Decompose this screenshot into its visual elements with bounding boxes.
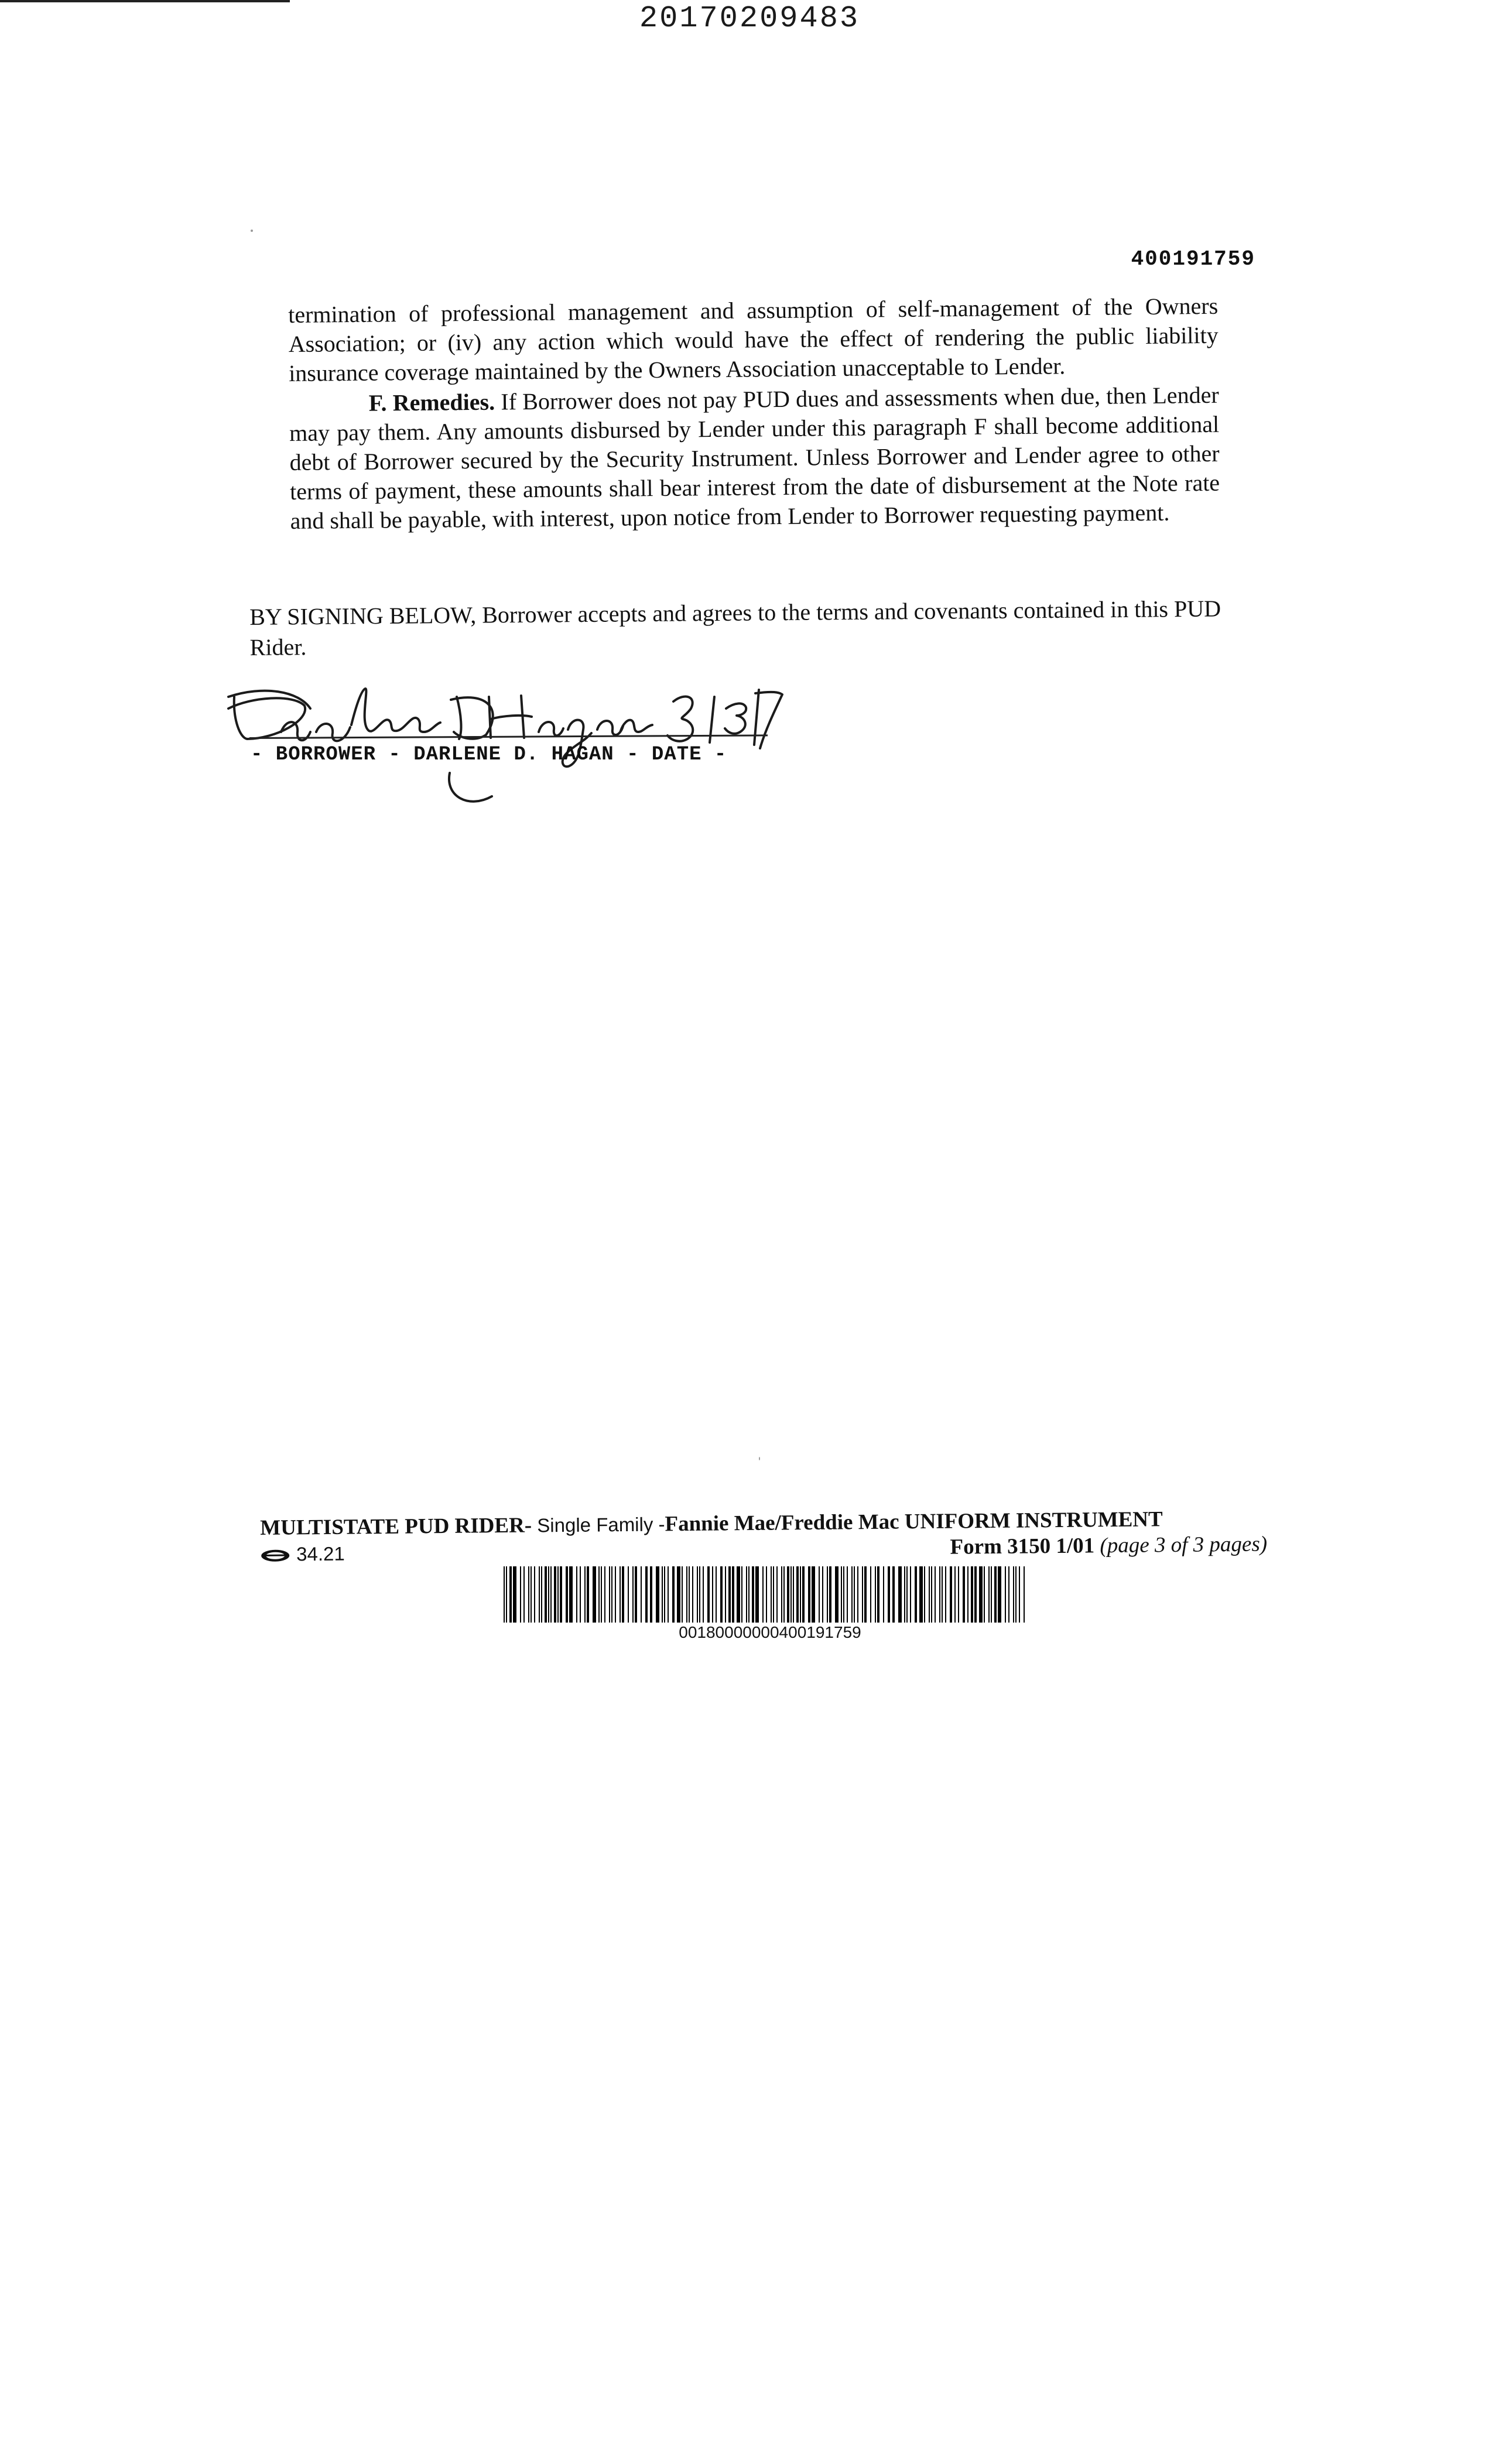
loan-number: 400191759 [1131, 247, 1255, 271]
barcode-bar [566, 1566, 568, 1623]
barcode-bar [766, 1566, 767, 1623]
barcode-bar [967, 1566, 968, 1623]
barcode-bar [548, 1566, 549, 1623]
form-info [950, 1531, 1267, 1559]
form-title-part-2: Single Family - [531, 1513, 665, 1536]
barcode-bar [877, 1566, 879, 1623]
barcode-bar [808, 1566, 810, 1623]
barcode-bar [963, 1566, 965, 1623]
barcode-bar [668, 1566, 669, 1623]
barcode-bar [523, 1566, 525, 1623]
barcode-bar [819, 1566, 820, 1623]
barcode-bar [1019, 1566, 1020, 1623]
scan-speck [251, 230, 253, 232]
barcode-bar [862, 1566, 863, 1623]
barcode-bar [827, 1566, 828, 1623]
barcode-bar [929, 1566, 930, 1623]
barcode-bar [755, 1566, 759, 1623]
barcode-bar [822, 1566, 823, 1623]
barcode-bar [875, 1566, 876, 1623]
barcode-bar [1015, 1566, 1017, 1623]
barcode-bar [632, 1566, 634, 1623]
barcode-bar [1005, 1566, 1006, 1623]
barcode-bar [620, 1566, 621, 1623]
barcode-bar [931, 1566, 932, 1623]
barcode-bar [615, 1566, 616, 1623]
barcode-bar [528, 1566, 529, 1623]
barcode-bar [790, 1566, 792, 1623]
scan-speck [759, 1457, 760, 1460]
barcode-bar [534, 1566, 535, 1623]
barcode-bar [748, 1566, 750, 1623]
barcode-bar [650, 1566, 652, 1623]
barcode-bar [628, 1566, 629, 1623]
barcode-bar [560, 1566, 562, 1623]
barcode-bar [854, 1566, 855, 1623]
barcode-bar [672, 1566, 675, 1623]
barcode-bar [601, 1566, 602, 1623]
barcode-bar [802, 1566, 805, 1623]
barcode-bar [787, 1566, 789, 1623]
form-version-number: 34.21 [296, 1542, 345, 1565]
signature-caption: - BORROWER - DARLENE D. HAGAN - DATE - [251, 744, 727, 766]
barcode-bar [888, 1566, 890, 1623]
barcode-bar [580, 1566, 581, 1623]
barcode-bar [677, 1566, 680, 1623]
barcode-bar [609, 1566, 610, 1623]
barcode-bar [870, 1566, 871, 1623]
barcode-bar [924, 1566, 925, 1623]
barcode-bar [864, 1566, 867, 1623]
barcode-bar [939, 1566, 940, 1623]
barcode-bar [915, 1566, 917, 1623]
barcode-bar [584, 1566, 586, 1623]
barcode-bar [587, 1566, 589, 1623]
barcode-bar [991, 1566, 992, 1623]
form-title-part-1: MULTISTATE PUD RIDER- [260, 1513, 532, 1540]
barcode-bar [800, 1566, 801, 1623]
barcode-number: 00180000000400191759 [679, 1623, 861, 1641]
barcode-bar [843, 1566, 844, 1623]
barcode-bar [557, 1566, 559, 1623]
barcode-bar [906, 1566, 908, 1623]
barcode-bar [776, 1566, 778, 1623]
barcode-bar [942, 1566, 943, 1623]
barcode-bar [720, 1566, 723, 1623]
barcode-bar [682, 1566, 683, 1623]
barcode-bar [1008, 1566, 1009, 1623]
remedies-heading: F. Remedies. [368, 388, 495, 416]
barcode-bar [892, 1566, 895, 1623]
barcode-bar [686, 1566, 687, 1623]
barcode-bar [883, 1566, 884, 1623]
barcode-bar [771, 1566, 772, 1623]
barcode-bar [656, 1566, 659, 1623]
barcode-bar [641, 1566, 642, 1623]
barcode-bar [703, 1566, 704, 1623]
barcode-bar [935, 1566, 936, 1623]
page-count: (page 3 of 3 pages) [1100, 1532, 1268, 1558]
barcode-bar [835, 1566, 839, 1623]
barcode-bar [979, 1566, 983, 1623]
paragraph-continued: termination of professional management and assumption of self-management of the Owners Association; or (iv) any action which would have the effect of rendering the public liability insurance coverage maintained by the Owners Association unacceptable to Lender. [288, 292, 1219, 386]
barcode-bar [520, 1566, 521, 1623]
barcode-bar [737, 1566, 740, 1623]
barcode-bar [707, 1566, 710, 1623]
barcode-bar [793, 1566, 794, 1623]
barcode-bar [598, 1566, 600, 1623]
barcode-bar [513, 1566, 516, 1623]
barcode-bar [622, 1566, 624, 1623]
barcode-bar [984, 1566, 985, 1623]
barcode-bar [919, 1566, 923, 1623]
barcode-bar [841, 1566, 842, 1623]
barcode-bar [725, 1566, 726, 1623]
barcode-bar [950, 1566, 952, 1623]
barcode-bar [569, 1566, 573, 1623]
barcode-bar [812, 1566, 815, 1623]
barcode-bar [539, 1566, 540, 1623]
barcode-bar [783, 1566, 785, 1623]
barcode-bar [752, 1566, 754, 1623]
barcode-bar [506, 1566, 507, 1623]
barcode-bar [554, 1566, 556, 1623]
barcode-bar [545, 1566, 547, 1623]
barcode-bar [531, 1566, 532, 1623]
barcode-bar [829, 1566, 831, 1623]
remedies-paragraph [289, 381, 1220, 536]
barcode-bar [576, 1566, 577, 1623]
form-number: Form 3150 1/01 [950, 1534, 1095, 1559]
barcode-bar [504, 1566, 505, 1623]
barcode-bar [728, 1566, 731, 1623]
barcode-bar [697, 1566, 698, 1623]
barcode-bar [550, 1566, 552, 1623]
barcode-bar [781, 1566, 782, 1623]
barcode-bar [974, 1566, 977, 1623]
barcode-bar [716, 1566, 717, 1623]
barcode-bar [994, 1566, 997, 1623]
barcode-bar [847, 1566, 848, 1623]
barcode-bar [945, 1566, 946, 1623]
signing-statement-block [249, 593, 1257, 663]
barcode-bar [796, 1566, 799, 1623]
form-title-part-3: Fannie Mae/Freddie Mac UNIFORM INSTRUMENT [665, 1507, 1163, 1536]
barcode-bar [593, 1566, 596, 1623]
barcode-bar [604, 1566, 605, 1623]
barcode-bar [958, 1566, 959, 1623]
remedies-text: If Borrower does not pay PUD dues and assessments when due, then Lender may pay them. Any amounts disbursed by Lender under this paragraph F shall become additional debt of Borrower secured by the Security Instrument. Unless Borrower and Lender agree to other terms of payment, these amounts shall bear interest from the date of disbursement at the Note rate and shall be payable, with interest, upon notice from Lender to Borrower requesting payment. [289, 381, 1220, 534]
barcode-bar [773, 1566, 774, 1623]
barcode-bar [509, 1566, 512, 1623]
barcode-bar [692, 1566, 693, 1623]
rider-body [288, 292, 1220, 536]
signing-statement: BY SIGNING BELOW, Borrower accepts and agrees to the terms and covenants contained in this PUD Rider. [249, 595, 1221, 661]
recording-document-number: 20170209483 [639, 1, 860, 36]
barcode-bar [1013, 1566, 1014, 1623]
eye-mark-icon [260, 1548, 290, 1563]
barcode-bar [712, 1566, 713, 1623]
barcode-bar [762, 1566, 764, 1623]
loan-barcode [504, 1566, 1027, 1623]
barcode-bar [699, 1566, 700, 1623]
barcode-bar [998, 1566, 1001, 1623]
barcode-bar [689, 1566, 690, 1623]
barcode-bar [954, 1566, 956, 1623]
barcode-bar [732, 1566, 734, 1623]
barcode-bar [541, 1566, 542, 1623]
barcode-bar [645, 1566, 648, 1623]
barcode-bar [664, 1566, 665, 1623]
barcode-bar [857, 1566, 858, 1623]
barcode-bar [851, 1566, 853, 1623]
barcode-bar [611, 1566, 612, 1623]
barcode-bar [741, 1566, 742, 1623]
barcode-bar [1024, 1566, 1025, 1623]
barcode-bar [898, 1566, 902, 1623]
barcode-bar [662, 1566, 663, 1623]
barcode-bar [904, 1566, 905, 1623]
barcode-bar [910, 1566, 911, 1623]
barcode-bar [988, 1566, 990, 1623]
form-version [260, 1543, 345, 1566]
barcode-bar [635, 1566, 637, 1623]
barcode-bar [971, 1566, 973, 1623]
barcode-bar [746, 1566, 747, 1623]
